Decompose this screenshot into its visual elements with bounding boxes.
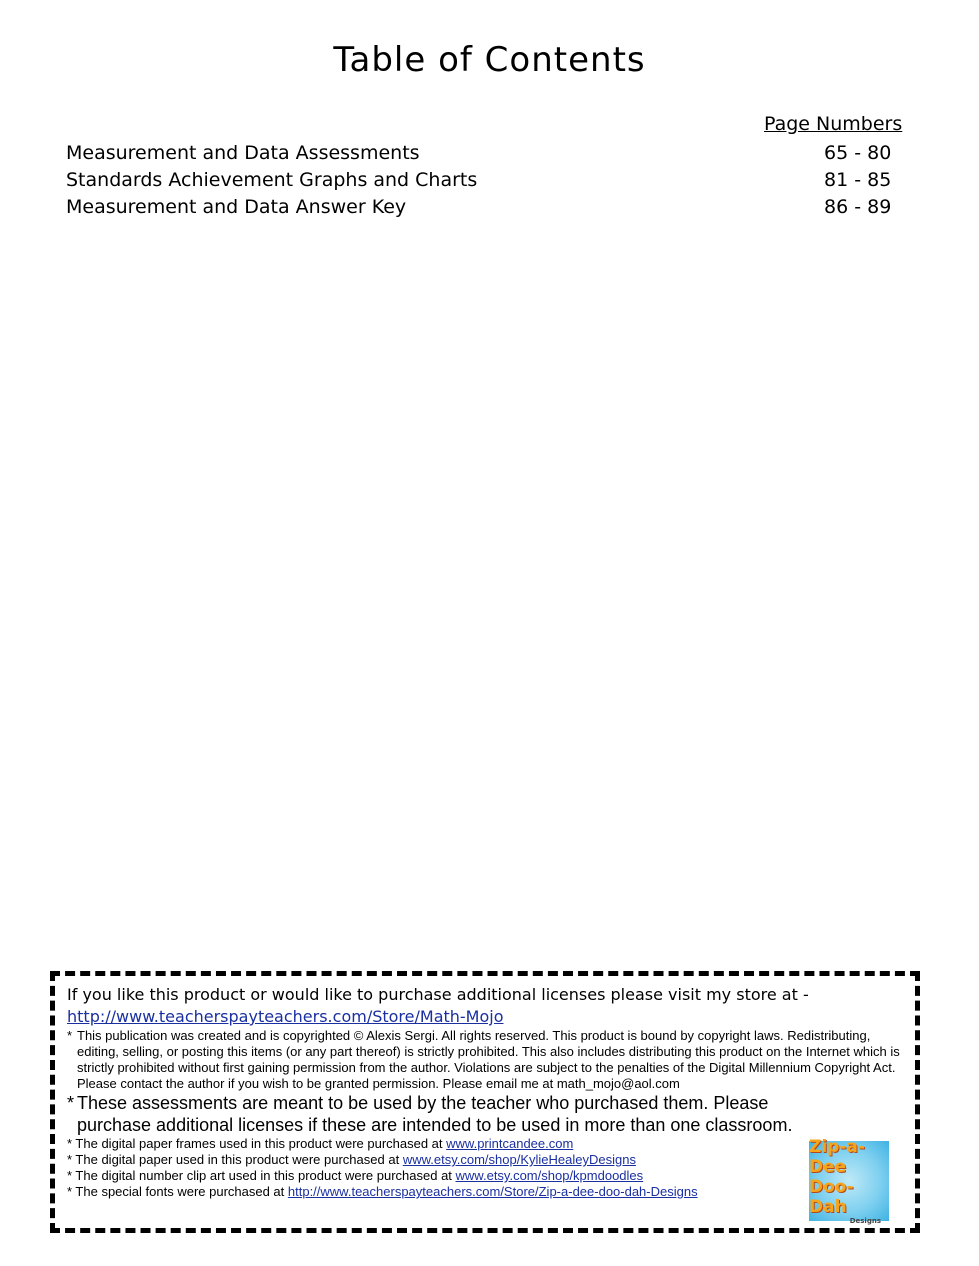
toc-row <box>66 167 896 194</box>
copyright-notice: * This publication was created and is copyrighted © Alexis Sergi. All rights reserved. This product is bound by copyright laws. Redistributing, editing, selling, or posting this items (or any part thereof) is strictly prohibited. This also includes distributing this product on the Internet which is strictly prohibited without first gaining permission from the author. Violations are subject to the penalties of the Digital Millennium Copyright Act. Please contact the author if you wish to be granted permission. Please email me at math_mojo@aol.com <box>67 1028 903 1092</box>
toc-pages: 86 - 89 <box>824 196 892 218</box>
assessment-text: These assessments are meant to be used by the teacher who purchased them. Please purchase additional licenses if these are intended to be used in more than one classroom. <box>77 1093 793 1135</box>
toc-label: Measurement and Data Answer Key <box>66 196 407 218</box>
page-numbers-header: Page Numbers <box>764 113 903 135</box>
store-link[interactable]: http://www.teacherspayteachers.com/Store/Math-Mojo <box>67 1007 504 1026</box>
toc-pages: 65 - 80 <box>824 142 892 164</box>
credit-link[interactable]: www.etsy.com/shop/KylieHealeyDesigns <box>402 1152 636 1167</box>
license-footer <box>50 971 920 1233</box>
toc-label: Measurement and Data Assessments <box>66 142 420 164</box>
zip-a-dee-logo: Zip-a-Dee Doo-Dah Designs <box>809 1141 889 1221</box>
toc-list <box>66 140 896 221</box>
copyright-text: This publication was created and is copyrighted © Alexis Sergi. All rights reserved. This product is bound by copyright laws. Redistributing, editing, selling, or posting this items (or any part thereof) is strictly prohibited. This also includes distributing this product on the Internet which is strictly prohibited without first gaining permission from the author. Violations are subject to the penalties of the Digital Millennium Copyright Act. Please contact the author if you wish to be granted permission. Please email me at math_mojo@aol.com <box>77 1028 900 1091</box>
credit-line: * The special fonts were purchased at http://www.teacherspayteachers.com/Store/Zip-a-dee-doo-dah-Designs <box>67 1184 698 1199</box>
page-title: Table of Contents <box>333 40 646 80</box>
credit-link[interactable]: www.etsy.com/shop/kpmdoodles <box>455 1168 644 1183</box>
credit-line: * The digital paper frames used in this product were purchased at www.printcandee.com <box>67 1136 574 1151</box>
toc-label: Standards Achievement Graphs and Charts <box>66 169 478 191</box>
credit-link[interactable]: http://www.teacherspayteachers.com/Store/Zip-a-dee-doo-dah-Designs <box>287 1184 698 1199</box>
credit-link[interactable]: www.printcandee.com <box>446 1136 574 1151</box>
assessment-notice: * These assessments are meant to be used by the teacher who purchased them. Please purchase additional licenses if these are intended to be used in more than one classroom. <box>67 1092 903 1136</box>
credit-line: * The digital paper used in this product were purchased at www.etsy.com/shop/KylieHealeyDesigns <box>67 1152 636 1167</box>
toc-row <box>66 194 896 221</box>
toc-pages: 81 - 85 <box>824 169 892 191</box>
visit-store-text: If you like this product or would like to purchase additional licenses please visit my store at - <box>67 985 809 1004</box>
credit-line: * The digital number clip art used in this product were purchased at www.etsy.com/shop/kpmdoodles <box>67 1168 644 1183</box>
toc-row <box>66 140 896 167</box>
